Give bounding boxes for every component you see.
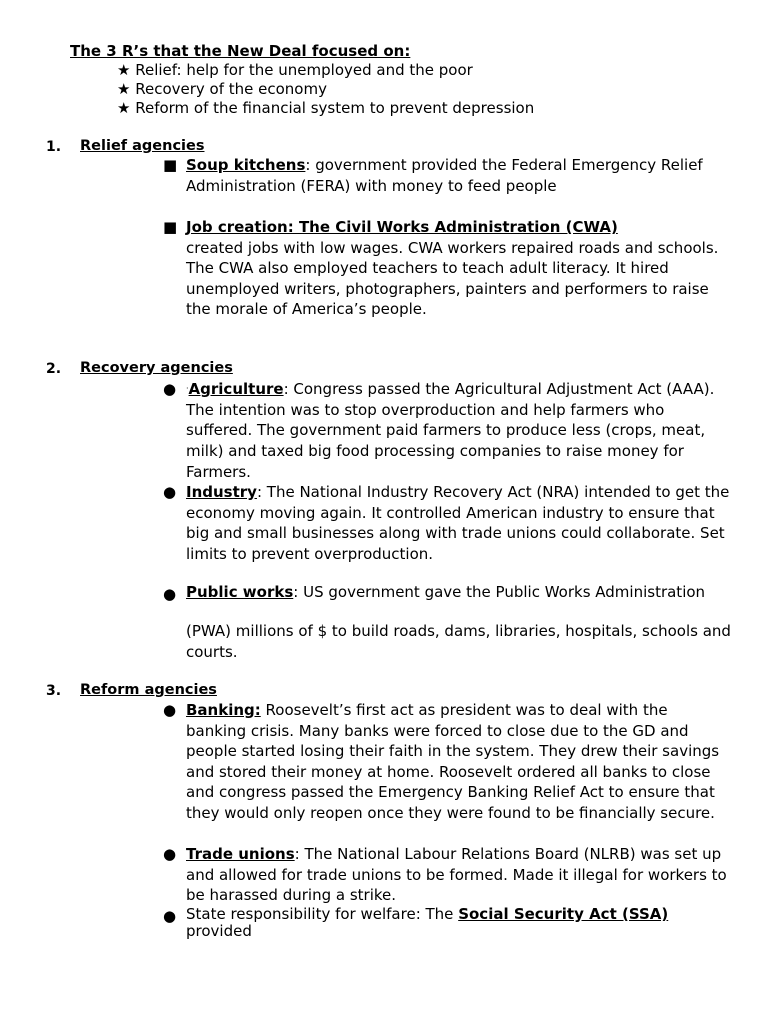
section-title-recovery: Recovery agencies bbox=[80, 360, 233, 376]
term-social-security-act: Social Security Act (SSA) bbox=[458, 905, 669, 923]
round-bullet-icon: ● bbox=[163, 585, 177, 603]
item-text: created jobs with low wages. CWA workers repaired roads and schools. The CWA also employed teachers to teach adult literacy. It hired unemployed writers, photographers, painters and performers to raise the morale of America’s people. bbox=[186, 238, 719, 319]
list-item-social-security bbox=[186, 906, 686, 940]
section-title-reform: Reform agencies bbox=[80, 682, 217, 698]
round-bullet-icon: ● bbox=[163, 701, 177, 719]
term-industry: Industry bbox=[186, 483, 257, 501]
term-public-works: Public works bbox=[186, 583, 294, 601]
section-number-reform: 3. bbox=[46, 683, 62, 699]
three-rs-list bbox=[117, 61, 534, 118]
item-lead-text: State responsibility for welfare: The bbox=[186, 905, 459, 923]
section-number-recovery: 2. bbox=[46, 361, 62, 377]
square-bullet-icon: ■ bbox=[163, 156, 178, 174]
list-item-agriculture bbox=[186, 379, 731, 482]
item-text: : US government gave the Public Works Administration bbox=[293, 583, 706, 601]
list-item-banking bbox=[186, 700, 731, 824]
term-trade-unions: Trade unions bbox=[186, 845, 295, 863]
page-title: The 3 R’s that the New Deal focused on: bbox=[70, 42, 411, 60]
item-text: : The National Labour Relations Board (NLRB) was set up and allowed for trade unions to be formed. Made it illegal for workers to be harassed during a strike. bbox=[186, 845, 727, 905]
item-text: : Congress passed the Agricultural Adjustment Act (AAA). The intention was to stop overproduction and help farmers who suffered. The government paid farmers to produce less (crops, meat, milk) and taxed big food processing companies to raise money for Farmers. bbox=[186, 380, 715, 481]
item-text: : government provided the Federal Emergency Relief Administration (FERA) with money to feed people bbox=[186, 156, 703, 195]
item-text: provided bbox=[186, 922, 252, 940]
list-item-public-works-continued: (PWA) millions of $ to build roads, dams, libraries, hospitals, schools and courts. bbox=[186, 622, 731, 661]
three-rs-item-reform: ★ Reform of the financial system to prevent depression bbox=[117, 99, 535, 117]
section-number-relief: 1. bbox=[46, 139, 62, 155]
round-bullet-icon: ● bbox=[163, 845, 177, 863]
item-text: : The National Industry Recovery Act (NRA) intended to get the economy moving again. It controlled American industry to ensure that big and small businesses along with trade unions could collaborate. Set limits to prevent overproduction. bbox=[186, 483, 730, 563]
list-item-public-works bbox=[186, 584, 731, 601]
term-banking: Banking: bbox=[186, 701, 261, 719]
item-text: Roosevelt’s first act as president was to deal with the banking crisis. Many banks were forced to close due to the GD and people started losing their faith in the system. They drew their savings and stored their money at home. Roosevelt ordered all banks to close and congress passed the Emergency Banking Relief Act to ensure that they would only reopen once they were found to be financially secure. bbox=[186, 701, 720, 822]
small-dot-icon: · bbox=[186, 384, 189, 394]
term-job-creation: Job creation: The Civil Works Administration (CWA) bbox=[186, 218, 618, 236]
three-rs-item-relief: ★ Relief: help for the unemployed and the poor bbox=[117, 61, 473, 79]
section-title-relief: Relief agencies bbox=[80, 138, 205, 154]
term-agriculture: Agriculture bbox=[188, 380, 284, 398]
list-item-industry bbox=[186, 482, 731, 564]
list-item-trade-unions bbox=[186, 844, 731, 906]
round-bullet-icon: ● bbox=[163, 907, 177, 925]
list-item-job-creation bbox=[186, 217, 731, 320]
three-rs-item-recovery: ★ Recovery of the economy bbox=[117, 80, 327, 98]
round-bullet-icon: ● bbox=[163, 380, 177, 398]
term-soup-kitchens: Soup kitchens bbox=[186, 156, 306, 174]
round-bullet-icon: ● bbox=[163, 483, 177, 501]
list-item-soup-kitchens bbox=[186, 155, 731, 196]
square-bullet-icon: ■ bbox=[163, 218, 178, 236]
